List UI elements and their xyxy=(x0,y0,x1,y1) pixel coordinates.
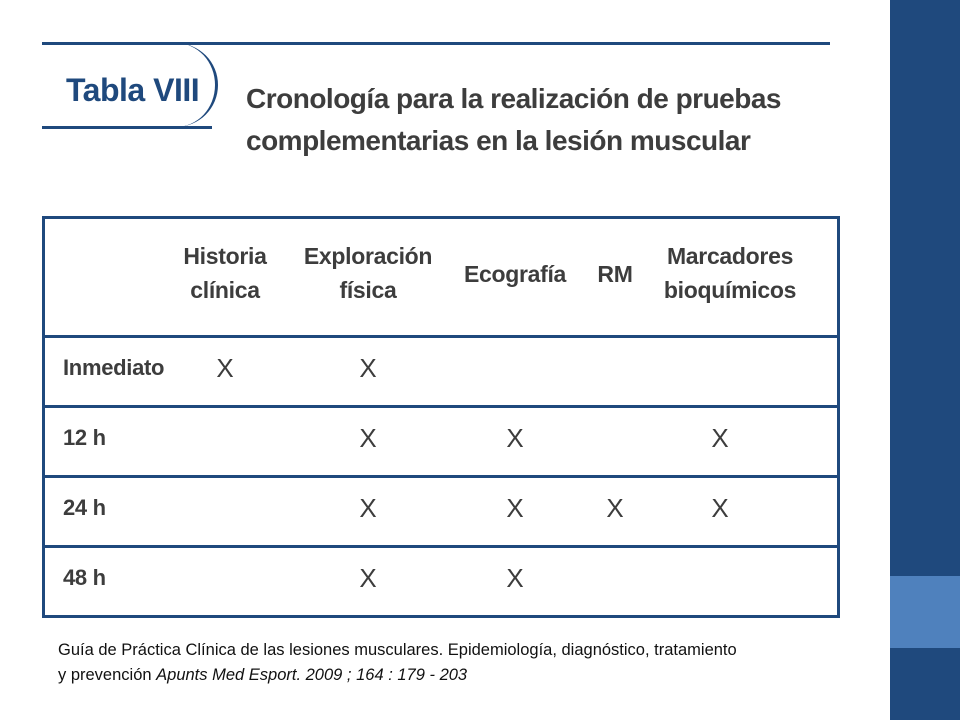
table-cell: X xyxy=(506,563,524,593)
table-cell: X xyxy=(506,423,524,453)
table-cell: X xyxy=(359,423,377,453)
row-divider xyxy=(45,405,837,408)
header-rm xyxy=(585,257,645,291)
header-ecografia xyxy=(450,257,580,291)
header-marcadores-bioquimicos xyxy=(645,239,815,307)
table-cell: X xyxy=(711,493,729,523)
table-cell: X xyxy=(711,423,729,453)
table-caption-line1: Cronología para la realización de pruebas xyxy=(246,83,781,114)
table-number: Tabla VIII xyxy=(66,72,200,108)
table-caption-line2: complementarias en la lesión muscular xyxy=(246,125,751,156)
sidebar-decoration-accent xyxy=(890,576,960,648)
source-citation xyxy=(58,638,888,688)
table-cell: X xyxy=(359,563,377,593)
row-label-inmediato: Inmediato xyxy=(63,355,165,380)
header-exploracion-fisica xyxy=(293,239,443,307)
citation-line2 xyxy=(58,663,888,688)
header-line: clínica xyxy=(190,277,260,303)
header-line: Historia xyxy=(183,243,267,269)
table-cell: X xyxy=(506,493,524,523)
table-cell: X xyxy=(359,493,377,523)
header-line: bioquímicos xyxy=(663,277,797,303)
row-divider xyxy=(45,335,837,338)
citation-prefix: y prevención xyxy=(58,666,157,684)
chronology-table xyxy=(42,216,840,618)
header-historia-clinica xyxy=(165,239,285,307)
row-divider xyxy=(45,545,837,548)
header-line: Ecografía xyxy=(463,261,567,287)
citation-journal: Apunts Med Esport. 2009 ; 164 : 179 - 203 xyxy=(156,666,468,684)
citation-line1: Guía de Práctica Clínica de las lesiones musculares. Epidemiología, diagnóstico, tratamiento xyxy=(58,641,737,659)
table-image xyxy=(10,26,835,646)
title-rule-bottom xyxy=(42,126,212,129)
header-line: RM xyxy=(597,261,633,287)
row-label-12h: 12 h xyxy=(63,425,106,450)
row-divider xyxy=(45,475,837,478)
table-cell: X xyxy=(606,493,624,523)
header-line: Marcadores xyxy=(666,243,794,269)
table-title-block xyxy=(10,26,835,206)
row-label-24h: 24 h xyxy=(63,495,106,520)
table-caption xyxy=(246,78,806,162)
table-cell: X xyxy=(216,353,234,383)
header-line: Exploración xyxy=(303,243,433,269)
header-line: física xyxy=(339,277,397,303)
table-cell: X xyxy=(359,353,377,383)
row-label-48h: 48 h xyxy=(63,565,106,590)
